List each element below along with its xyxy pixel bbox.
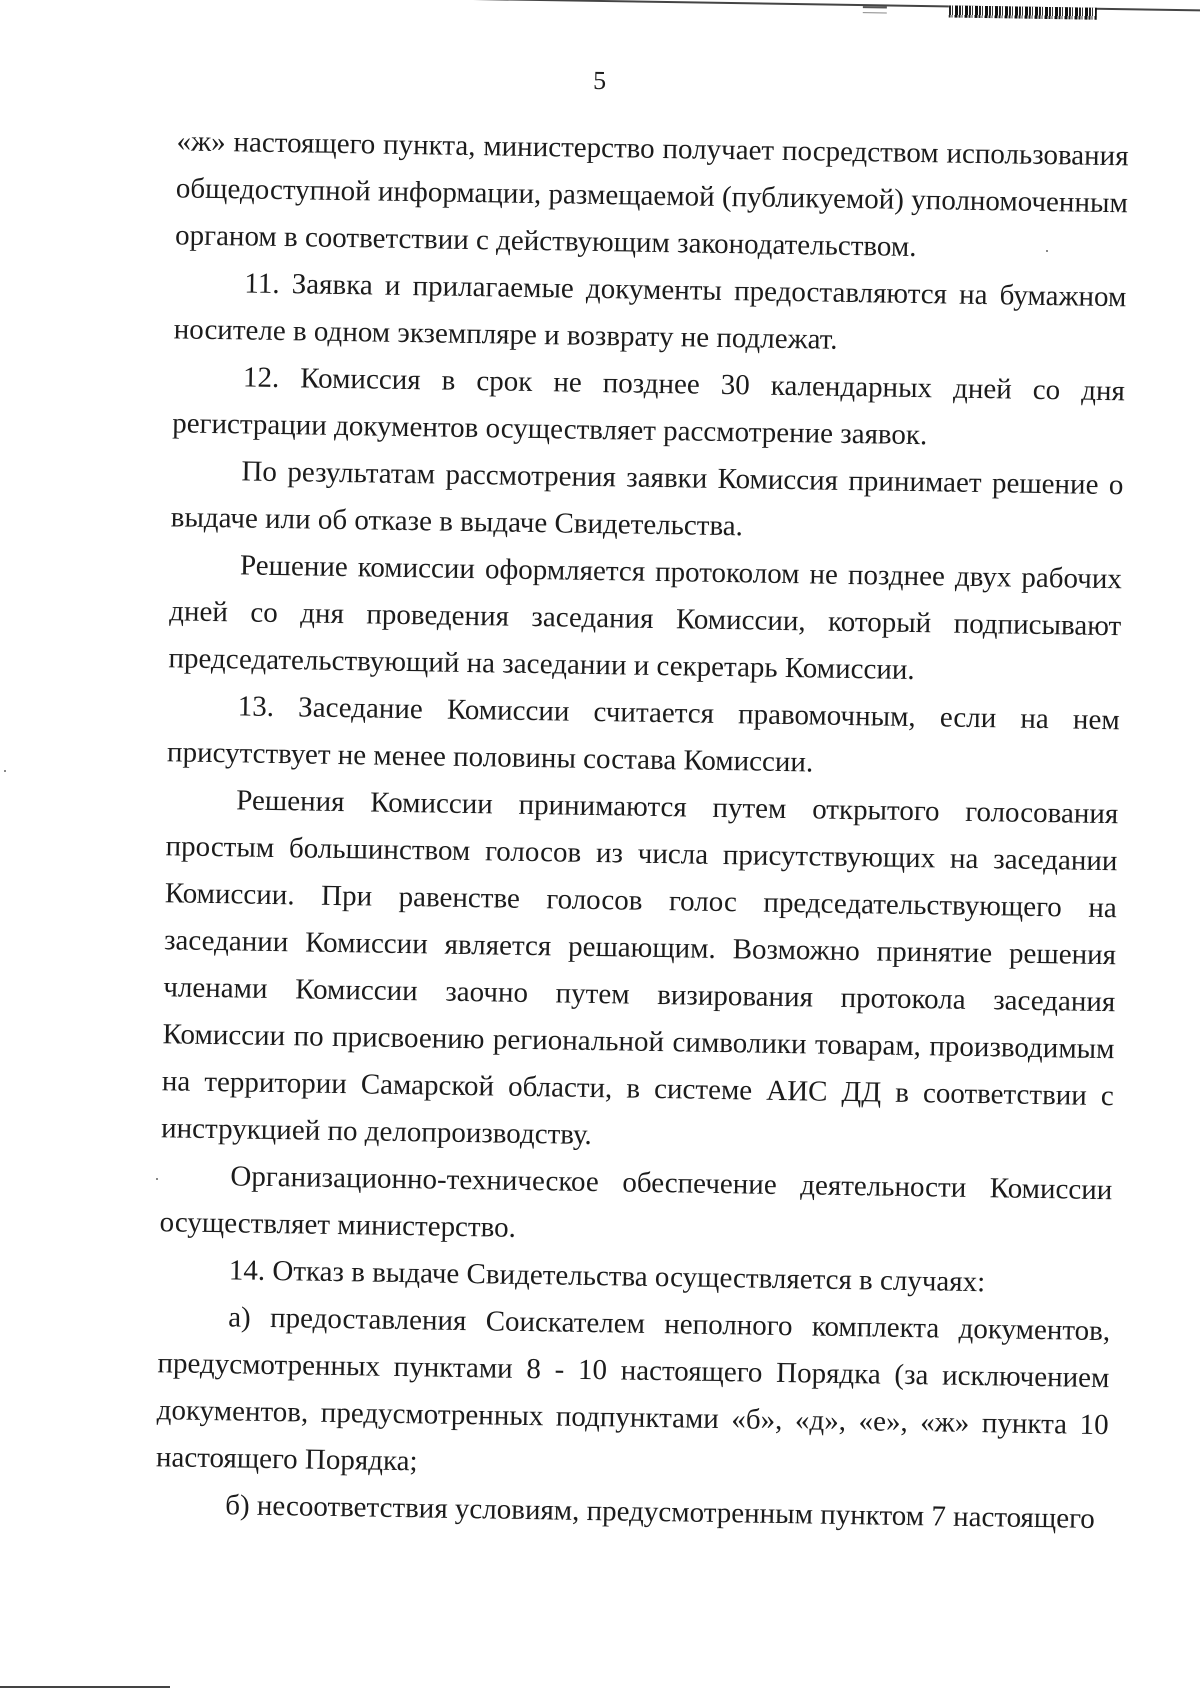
paragraph: 11. Заявка и прилагаемые документы предоставляются на бумажном носителе в одном экземпляре и возврату не подлежат.: [173, 267, 1127, 356]
page-number: 5: [592, 65, 607, 96]
scan-mark: [863, 6, 887, 13]
paragraph: Решение комиссии оформляется протоколом не позднее двух рабочих дней со дня проведения заседания Комиссии, который подписывают председательствующий на заседании и секретарь Комиссии.: [168, 549, 1123, 687]
paragraph: б) несоответствия условиям, предусмотренным пунктом 7 настоящего: [225, 1489, 1096, 1535]
paragraph: 13. Заседание Комиссии считается правомочным, если на нем присутствует не менее половины состава Комиссии.: [166, 690, 1120, 779]
barcode-icon: [949, 5, 1097, 19]
paragraph: По результатам рассмотрения заявки Комиссия принимает решение о выдаче или об отказе в выдаче Свидетельства.: [170, 455, 1124, 543]
paragraph: Организационно-техническое обеспечение деятельности Комиссии осуществляет министерство.: [159, 1160, 1113, 1244]
paragraph: а) предоставления Соискателем неполного комплекта документов, предусмотренных пунктами 8 - 10 настоящего Порядка (за исключением документов, предусмотренных подпунктами «б», «д», «е», «ж» пункта 10 настоящего Порядка;: [155, 1301, 1111, 1478]
document-body: [155, 118, 1129, 1543]
paragraph: 12. Комиссия в срок не позднее 30 календарных дней со дня регистрации документов осуществляет рассмотрение заявок.: [171, 361, 1126, 452]
paragraph: Решения Комиссии принимаются путем открытого голосования простым большинством голосов из числа присутствующих на заседании Комиссии. При равенстве голосов голос председательствующего на заседании Комиссии является решающим. Возможно принятие решения членами Комиссии заочно путем визирования протокола заседания Комиссии по присвоению региональной символики товарам, производимым на территории Самарской области, в системе АИС ДД в соответствии с инструкцией по делопроизводству.: [160, 784, 1119, 1152]
scan-speck: [156, 1178, 158, 1180]
scan-bottom-mark: [0, 1686, 170, 1688]
paragraph: «ж» настоящего пункта, министерство получает посредством использования общедоступной информации, размещаемой (публикуемой) уполномоченным органом в соответствии с действующим законодательством.: [174, 125, 1129, 263]
scan-speck: [4, 770, 6, 772]
paragraph: 14. Отказ в выдаче Свидетельства осуществляется в случаях:: [228, 1254, 986, 1299]
scan-speck: [1046, 250, 1048, 252]
